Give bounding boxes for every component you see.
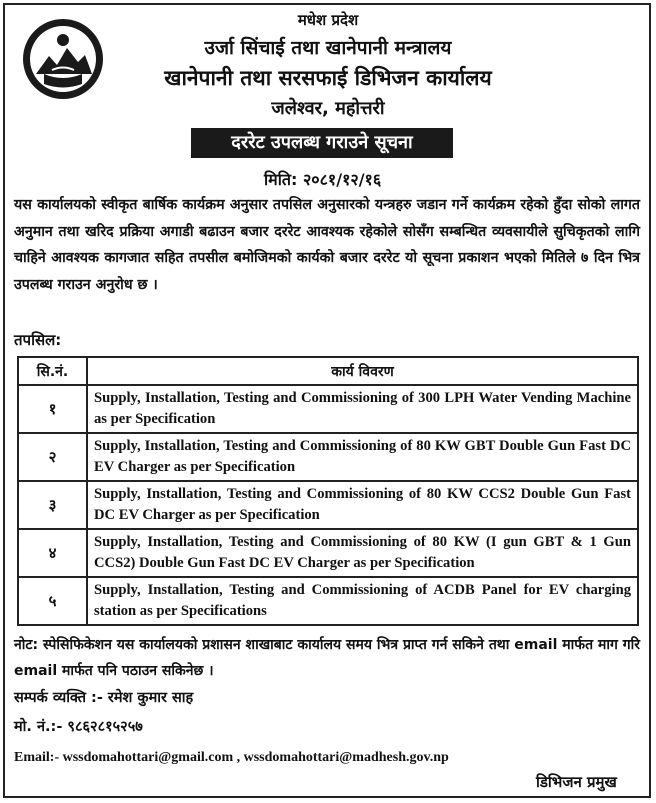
serial-number: २: [18, 433, 87, 481]
office-location: जलेश्वर, महोत्तरी: [271, 98, 385, 119]
serial-number-header: सि.नं.: [18, 357, 87, 385]
specification-note: नोट: स्पेसिफिकेशन यस कार्यालयको प्रशासन शाखाबाट कार्यालय समय भित्र प्राप्त गर्न सकिने तथा email मार्फत माग गरि email मार्फत पनि पठाउन सकिनेछ ।: [14, 637, 640, 679]
notice-title-banner: दररेट उपलब्ध गराउने सूचना: [191, 128, 453, 158]
office-name: खानेपानी तथा सरसफाई डिभिजन कार्यालय: [164, 66, 492, 90]
work-description: Supply, Installation, Testing and Commissioning of ACDB Panel for EV charging station as per Specifications: [87, 577, 638, 625]
table-row: [18, 481, 638, 529]
contact-phone: मो. नं.:- ९८६२८१५२५७: [14, 719, 143, 735]
signatory-title: डिभिजन प्रमुख: [536, 773, 617, 791]
table-row: [18, 529, 638, 577]
contact-person: सम्पर्क व्यक्ति :- रमेश कुमार साह: [14, 690, 194, 706]
schedule-label: तपसिल:: [14, 331, 62, 349]
work-description: Supply, Installation, Testing and Commissioning of 80 KW CCS2 Double Gun Fast DC EV Charger as per Specification: [87, 481, 638, 529]
table-header-row: [18, 357, 638, 385]
notice-body-paragraph: यस कार्यालयको स्वीकृत बार्षिक कार्यक्रम अनुसार तपसिल अनुसारको यन्त्रहरु जडान गर्ने कार्यक्रम रहेको हुँदा सोको लागत अनुमान तथा खरिद प्रक्रिया अगाडी बढाउन बजार दररेट आवश्यक रहेकोले सोसँग सम्बन्धित व्यवसायीले सुचिकृतको लागि चाहिने आवश्यक कागजात सहित तपसील बमोजिमको कार्यको बजार दररेट यो सूचना प्रकाशन भएको मितिले ७ दिन भित्र उपलब्ध गराउन अनुरोध छ ।: [14, 197, 640, 293]
work-description: Supply, Installation, Testing and Commissioning of 300 LPH Water Vending Machine as per Specification: [87, 385, 638, 433]
work-description: Supply, Installation, Testing and Commissioning of 80 KW (I gun GBT & 1 Gun CCS2) Double Gun Fast DC EV Charger as per Specification: [87, 529, 638, 577]
ministry-name: उर्जा सिंचाई तथा खानेपानी मन्त्रालय: [204, 37, 452, 59]
table-row: [18, 577, 638, 625]
contact-email: Email:- wssdomahottari@gmail.com , wssdomahottari@madhesh.gov.np: [14, 750, 449, 765]
table-row: [18, 385, 638, 433]
province-name: मधेश प्रदेश: [297, 11, 359, 29]
work-description-header: कार्य विवरण: [87, 357, 638, 385]
serial-number: ५: [18, 577, 87, 625]
serial-number: ४: [18, 529, 87, 577]
serial-number: १: [18, 385, 87, 433]
notice-date: मिति: २०८१/१२/१६: [264, 170, 382, 189]
work-items-table: [17, 356, 639, 626]
serial-number: ३: [18, 481, 87, 529]
table-row: [18, 433, 638, 481]
work-description: Supply, Installation, Testing and Commissioning of 80 KW GBT Double Gun Fast DC EV Charger as per Specification: [87, 433, 638, 481]
